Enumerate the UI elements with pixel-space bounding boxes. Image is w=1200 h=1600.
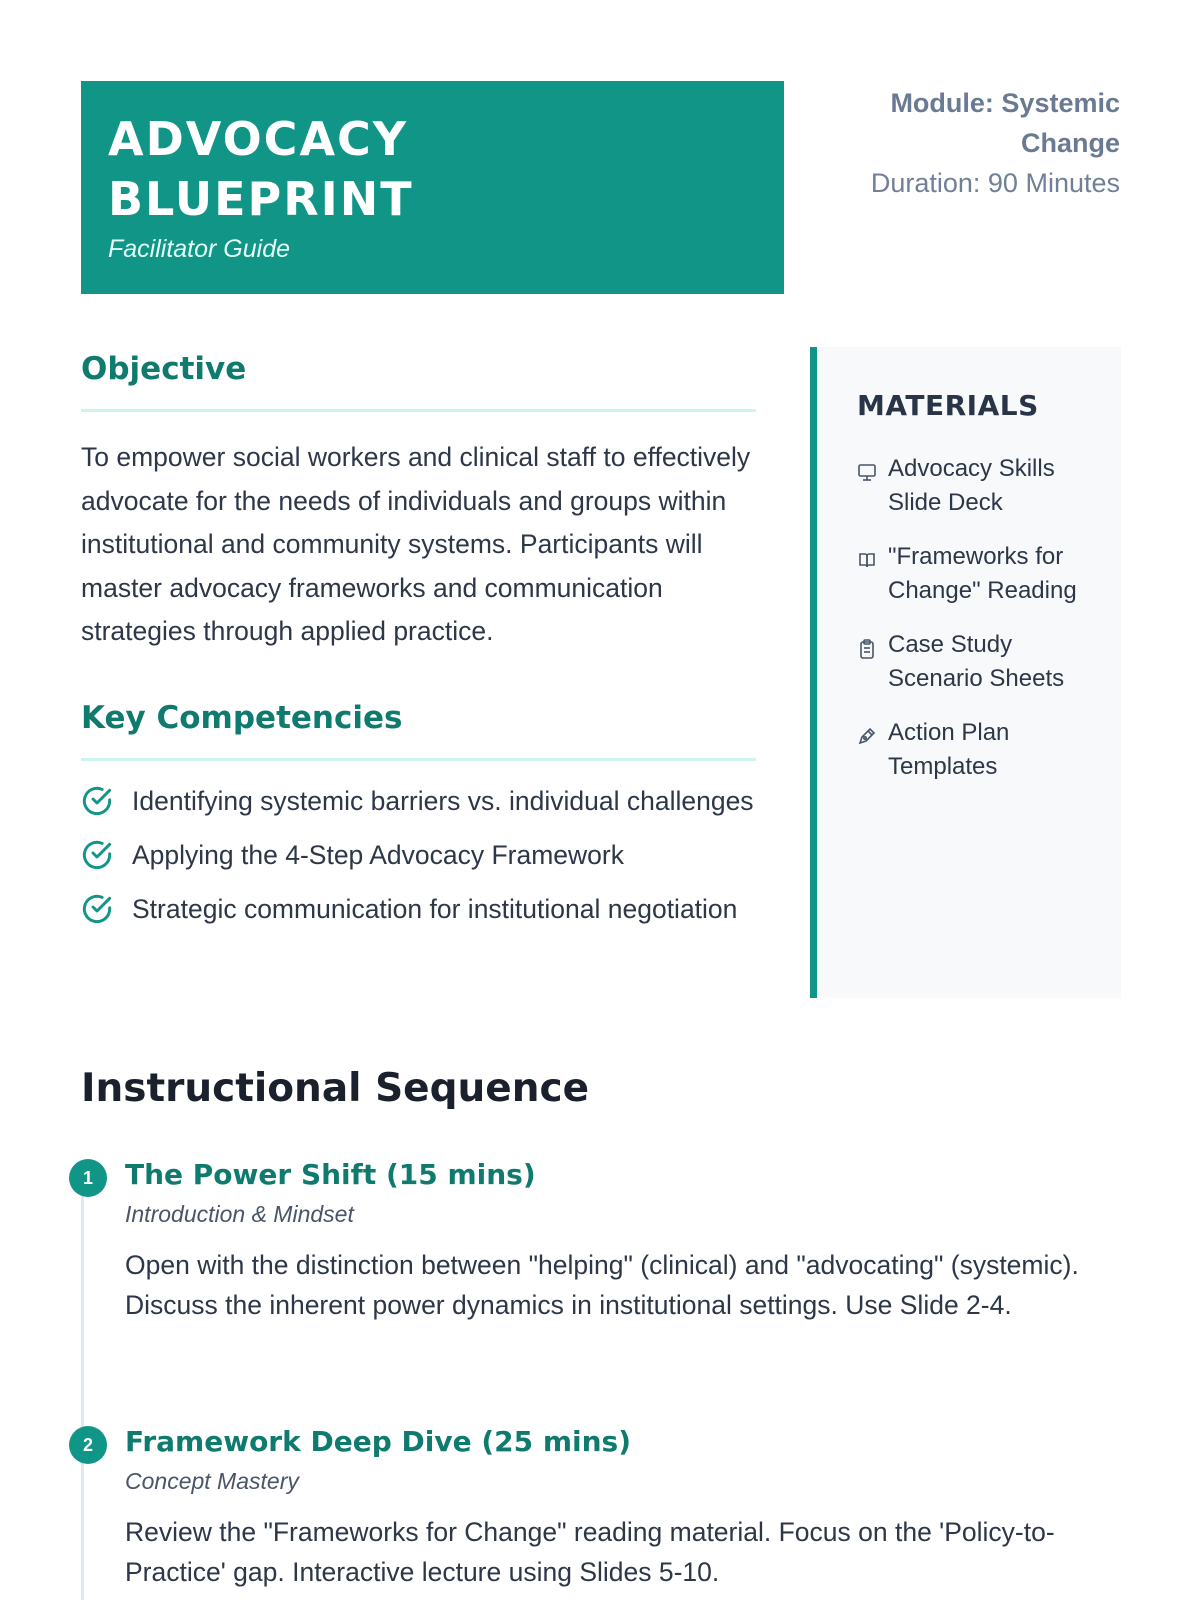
sequence-step <box>69 1155 1129 1325</box>
module-label: Module: Systemic Change <box>890 88 1120 158</box>
competency-item <box>81 835 756 875</box>
materials-list <box>857 452 1121 784</box>
objective-heading: Objective <box>81 345 756 412</box>
page-subtitle: Facilitator Guide <box>108 235 291 263</box>
check-circle-icon <box>81 893 113 925</box>
step-number-badge: 2 <box>69 1426 107 1464</box>
step-title: The Power Shift (15 mins) <box>125 1158 536 1191</box>
book-icon <box>857 550 877 572</box>
competency-item <box>81 781 756 821</box>
material-text: Action Plan Templates <box>888 719 1010 780</box>
sequence-heading: Instructional Sequence <box>81 1066 590 1111</box>
presentation-icon <box>857 462 877 484</box>
check-circle-icon <box>81 785 113 817</box>
step-title: Framework Deep Dive (25 mins) <box>125 1425 632 1458</box>
instructional-timeline <box>69 1155 1129 1600</box>
material-item <box>857 628 1121 696</box>
check-circle-icon <box>81 839 113 871</box>
objective-section <box>81 345 756 654</box>
step-number-badge: 1 <box>69 1159 107 1197</box>
step-body <box>125 1422 1129 1592</box>
material-item <box>857 540 1121 608</box>
materials-heading: MATERIALS <box>857 389 1039 422</box>
duration-label: Duration: 90 Minutes <box>870 168 1120 198</box>
material-item <box>857 452 1121 520</box>
step-description: Review the "Frameworks for Change" reading material. Focus on the 'Policy-to-Practice' gap. Interactive lecture using Slides 5-10. <box>125 1517 1055 1587</box>
step-stage: Concept Mastery <box>125 1468 299 1494</box>
pen-icon <box>857 726 877 748</box>
title-banner <box>81 81 784 294</box>
competency-list <box>81 781 756 929</box>
module-meta <box>820 83 1120 203</box>
clipboard-icon <box>857 638 877 660</box>
step-description: Open with the distinction between "helping" (clinical) and "advocating" (systemic). Discuss the inherent power dynamics in institutional settings. Use Slide 2-4. <box>125 1250 1079 1320</box>
competency-text: Applying the 4-Step Advocacy Framework <box>132 839 624 870</box>
main-column <box>81 345 756 943</box>
sequence-step <box>69 1422 1129 1592</box>
page-title: ADVOCACY BLUEPRINT <box>108 112 414 226</box>
competencies-section <box>81 694 756 929</box>
objective-text: To empower social workers and clinical staff to effectively advocate for the needs of individuals and groups within institutional and community systems. Participants will master advocacy frameworks and communication strategies through applied practice. <box>81 442 751 646</box>
material-item <box>857 716 1121 784</box>
competencies-heading: Key Competencies <box>81 694 756 761</box>
material-text: "Frameworks for Change" Reading <box>888 543 1077 604</box>
step-body <box>125 1155 1129 1325</box>
material-text: Case Study Scenario Sheets <box>888 631 1065 692</box>
competency-item <box>81 889 756 929</box>
material-text: Advocacy Skills Slide Deck <box>888 455 1055 516</box>
materials-sidebar <box>810 347 1121 998</box>
competency-text: Identifying systemic barriers vs. individual challenges <box>132 785 754 816</box>
step-stage: Introduction & Mindset <box>125 1201 354 1227</box>
competency-text: Strategic communication for institutional negotiation <box>132 893 738 924</box>
